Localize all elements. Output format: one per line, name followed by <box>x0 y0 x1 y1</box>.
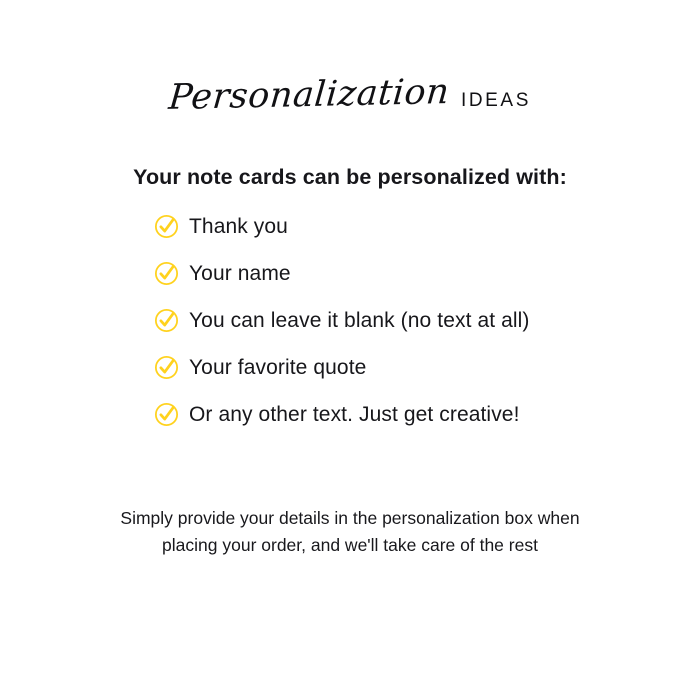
page-title-caps: IDEAS <box>460 90 531 111</box>
page-title <box>0 72 700 118</box>
intro-text: Your note cards can be personalized with: <box>133 165 567 189</box>
check-circle-icon <box>154 308 179 333</box>
list-item-label: Your favorite quote <box>189 355 367 379</box>
list-item <box>154 402 574 427</box>
list-item-label: Or any other text. Just get creative! <box>189 402 520 426</box>
footer-note-line-2: placing your order, and we'll take care of the rest <box>162 535 538 556</box>
footer-note-line-1: Simply provide your details in the personalization box when <box>120 508 580 528</box>
footer-note <box>0 505 700 559</box>
list-item <box>154 261 574 286</box>
check-circle-icon <box>154 355 179 380</box>
check-circle-icon <box>154 261 179 286</box>
page-title-script: Personalization <box>167 72 451 118</box>
list-item <box>154 355 574 380</box>
check-circle-icon <box>154 402 179 427</box>
list-item-label: Thank you <box>189 214 288 238</box>
list-item-label: Your name <box>189 261 291 285</box>
list-item <box>154 214 574 239</box>
personalization-options-list <box>154 214 574 427</box>
list-item <box>154 308 574 333</box>
list-item-label: You can leave it blank (no text at all) <box>189 308 530 332</box>
check-circle-icon <box>154 214 179 239</box>
